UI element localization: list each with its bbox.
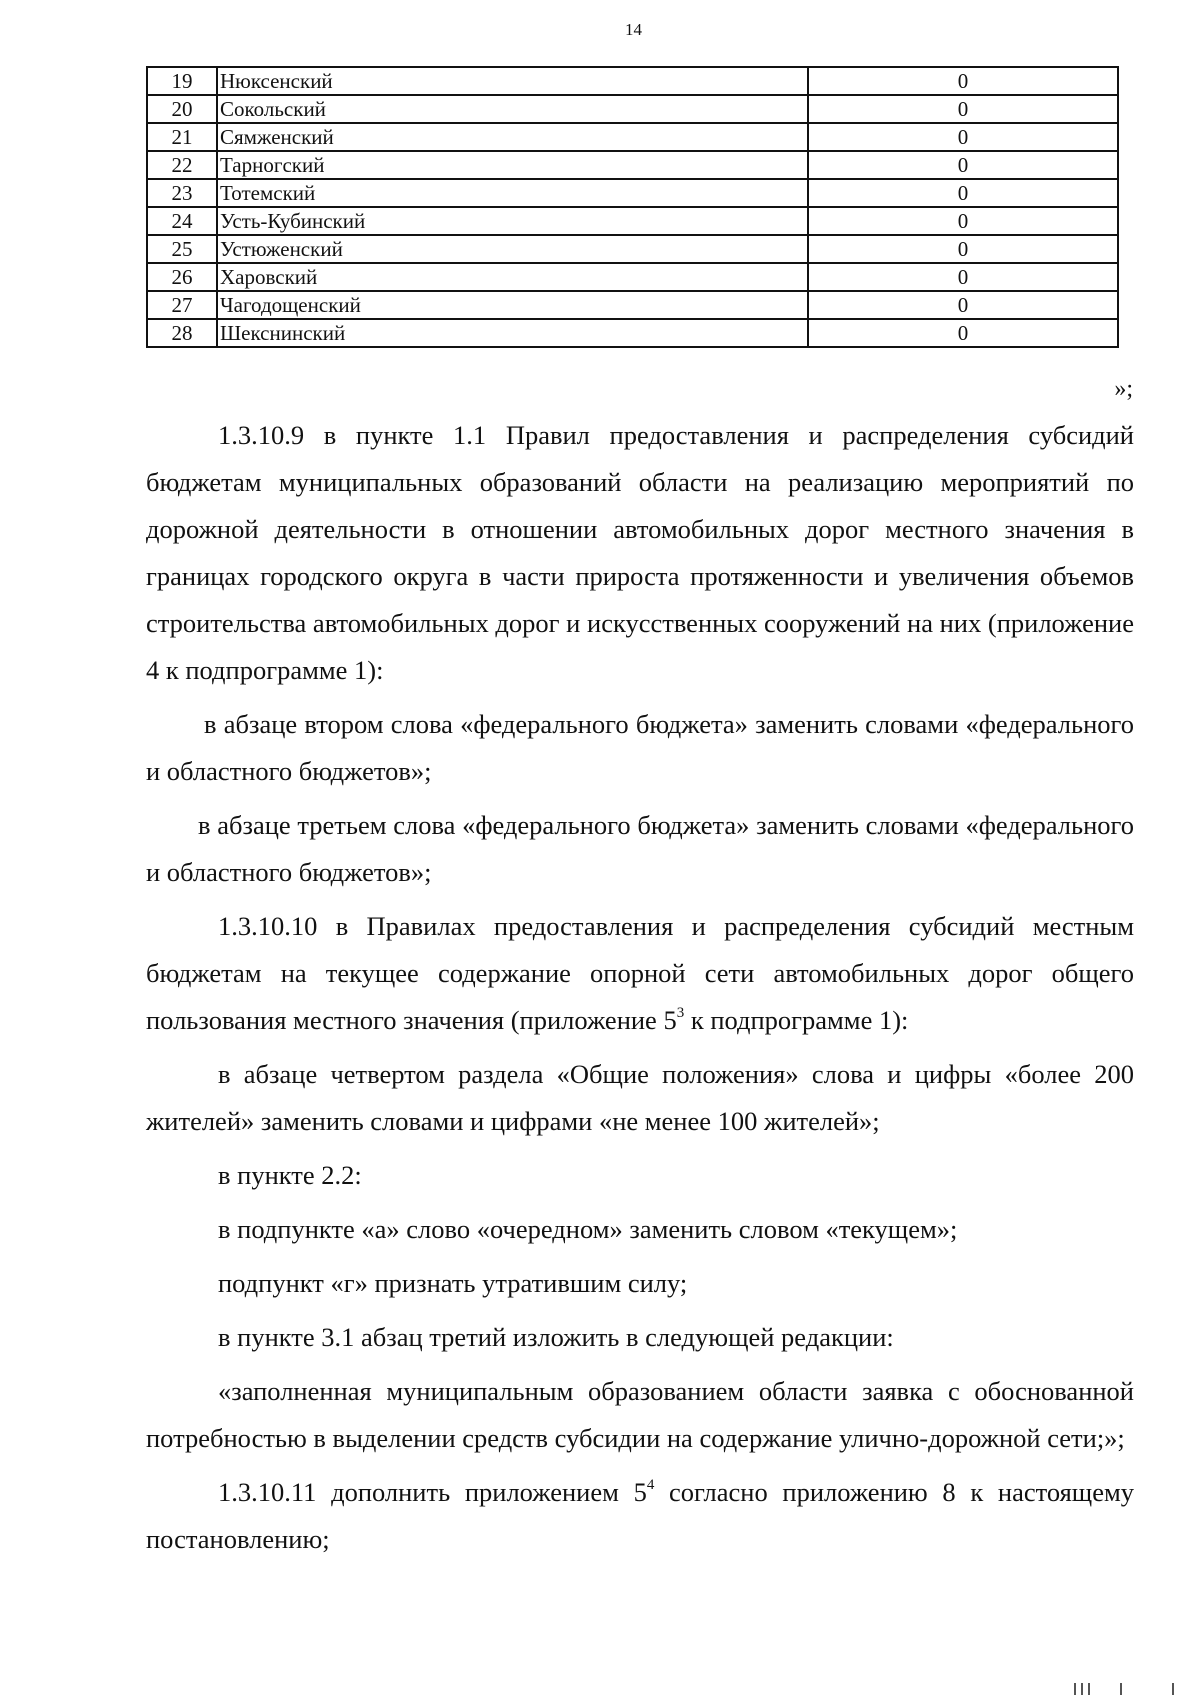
table-row <box>147 123 1118 151</box>
district-name-cell: Сокольский <box>217 95 808 123</box>
page-number: 14 <box>625 20 642 39</box>
paragraph-1-3-10-11 <box>146 1469 1134 1563</box>
table-row <box>147 95 1118 123</box>
row-number-cell: 19 <box>147 67 217 95</box>
paragraph-third-abzac: в абзаце третьем слова «федерального бюджета» заменить словами «федерального и областного бюджетов»; <box>146 810 1134 887</box>
row-number-cell: 22 <box>147 151 217 179</box>
paragraph-1-3-10-9: 1.3.10.9 в пункте 1.1 Правил предоставления и распределения субсидий бюджетам муниципальных образований области на реализацию мероприятий по дорожной деятельности в отношении автомобильных дорог местного значения в границах городского округа в части прироста протяженности и увеличения объемов строительства автомобильных дорог и искусственных сооружений на них (приложение 4 к подпрограмме 1): <box>146 420 1134 685</box>
row-number-cell: 23 <box>147 179 217 207</box>
paragraph-point-3-1: в пункте 3.1 абзац третий изложить в следующей редакции: <box>218 1322 894 1352</box>
table-row <box>147 319 1118 347</box>
table-row <box>147 207 1118 235</box>
row-number-cell: 20 <box>147 95 217 123</box>
value-cell: 0 <box>808 291 1118 319</box>
value-cell: 0 <box>808 235 1118 263</box>
scan-artifact-mark <box>1172 1683 1174 1695</box>
scan-artifact-mark <box>1081 1683 1083 1695</box>
district-name-cell: Шекснинский <box>217 319 808 347</box>
paragraph-fourth-abzac: в абзаце четвертом раздела «Общие положения» слова и цифры «более 200 жителей» заменить словами и цифрами «не менее 100 жителей»; <box>146 1059 1134 1136</box>
scan-artifact-mark <box>1088 1683 1090 1695</box>
value-cell: 0 <box>808 319 1118 347</box>
row-number-cell: 28 <box>147 319 217 347</box>
table-body <box>147 67 1118 347</box>
districts-table <box>146 66 1119 348</box>
p11-superscript: 4 <box>646 1477 655 1493</box>
district-name-cell: Тарногский <box>217 151 808 179</box>
value-cell: 0 <box>808 179 1118 207</box>
paragraph-subpoint-a: в подпункте «а» слово «очередном» заменить словом «текущем»; <box>218 1214 958 1244</box>
row-number-cell: 27 <box>147 291 217 319</box>
value-cell: 0 <box>808 123 1118 151</box>
scan-artifact-mark <box>1120 1683 1122 1695</box>
value-cell: 0 <box>808 151 1118 179</box>
row-number-cell: 25 <box>147 235 217 263</box>
paragraph-subpoint-g: подпункт «г» признать утратившим силу; <box>218 1268 688 1298</box>
table-closing-quote: »; <box>1114 376 1133 402</box>
row-number-cell: 21 <box>147 123 217 151</box>
table-row <box>147 263 1118 291</box>
paragraph-quoted-application: «заполненная муниципальным образованием области заявка с обоснованной потребностью в выделении средств субсидии на содержание улично-дорожной сети;»; <box>146 1376 1134 1453</box>
row-number-cell: 26 <box>147 263 217 291</box>
district-name-cell: Нюксенский <box>217 67 808 95</box>
table-row <box>147 235 1118 263</box>
district-name-cell: Устюженский <box>217 235 808 263</box>
district-name-cell: Сямженский <box>217 123 808 151</box>
table-row <box>147 67 1118 95</box>
p4-text-after: к подпрограмме 1): <box>684 1005 909 1035</box>
table-row <box>147 179 1118 207</box>
row-number-cell: 24 <box>147 207 217 235</box>
table-row <box>147 291 1118 319</box>
district-name-cell: Харовский <box>217 263 808 291</box>
value-cell: 0 <box>808 263 1118 291</box>
value-cell: 0 <box>808 95 1118 123</box>
paragraph-point-2-2: в пункте 2.2: <box>218 1160 362 1190</box>
p11-text-before: 1.3.10.11 дополнить приложением 5 <box>218 1477 647 1507</box>
table-row <box>147 151 1118 179</box>
p4-superscript: 3 <box>676 1005 685 1021</box>
p4-text-before: 1.3.10.10 в Правилах предоставления и распределения субсидий местным бюджетам на текущее содержание опорной сети автомобильных дорог общего пользования местного значения (приложение 5 <box>146 911 1134 1035</box>
scan-artifact-mark <box>1074 1683 1076 1695</box>
value-cell: 0 <box>808 207 1118 235</box>
district-name-cell: Усть-Кубинский <box>217 207 808 235</box>
p11-text-after: согласно приложению 8 к настоящему постановлению; <box>146 1477 1134 1554</box>
district-name-cell: Чагодощенский <box>217 291 808 319</box>
document-body <box>146 412 1134 1570</box>
value-cell: 0 <box>808 67 1118 95</box>
paragraph-second-abzac: в абзаце втором слова «федерального бюджета» заменить словами «федерального и областного бюджетов»; <box>146 709 1134 786</box>
paragraph-1-3-10-10 <box>146 903 1134 1044</box>
district-name-cell: Тотемский <box>217 179 808 207</box>
